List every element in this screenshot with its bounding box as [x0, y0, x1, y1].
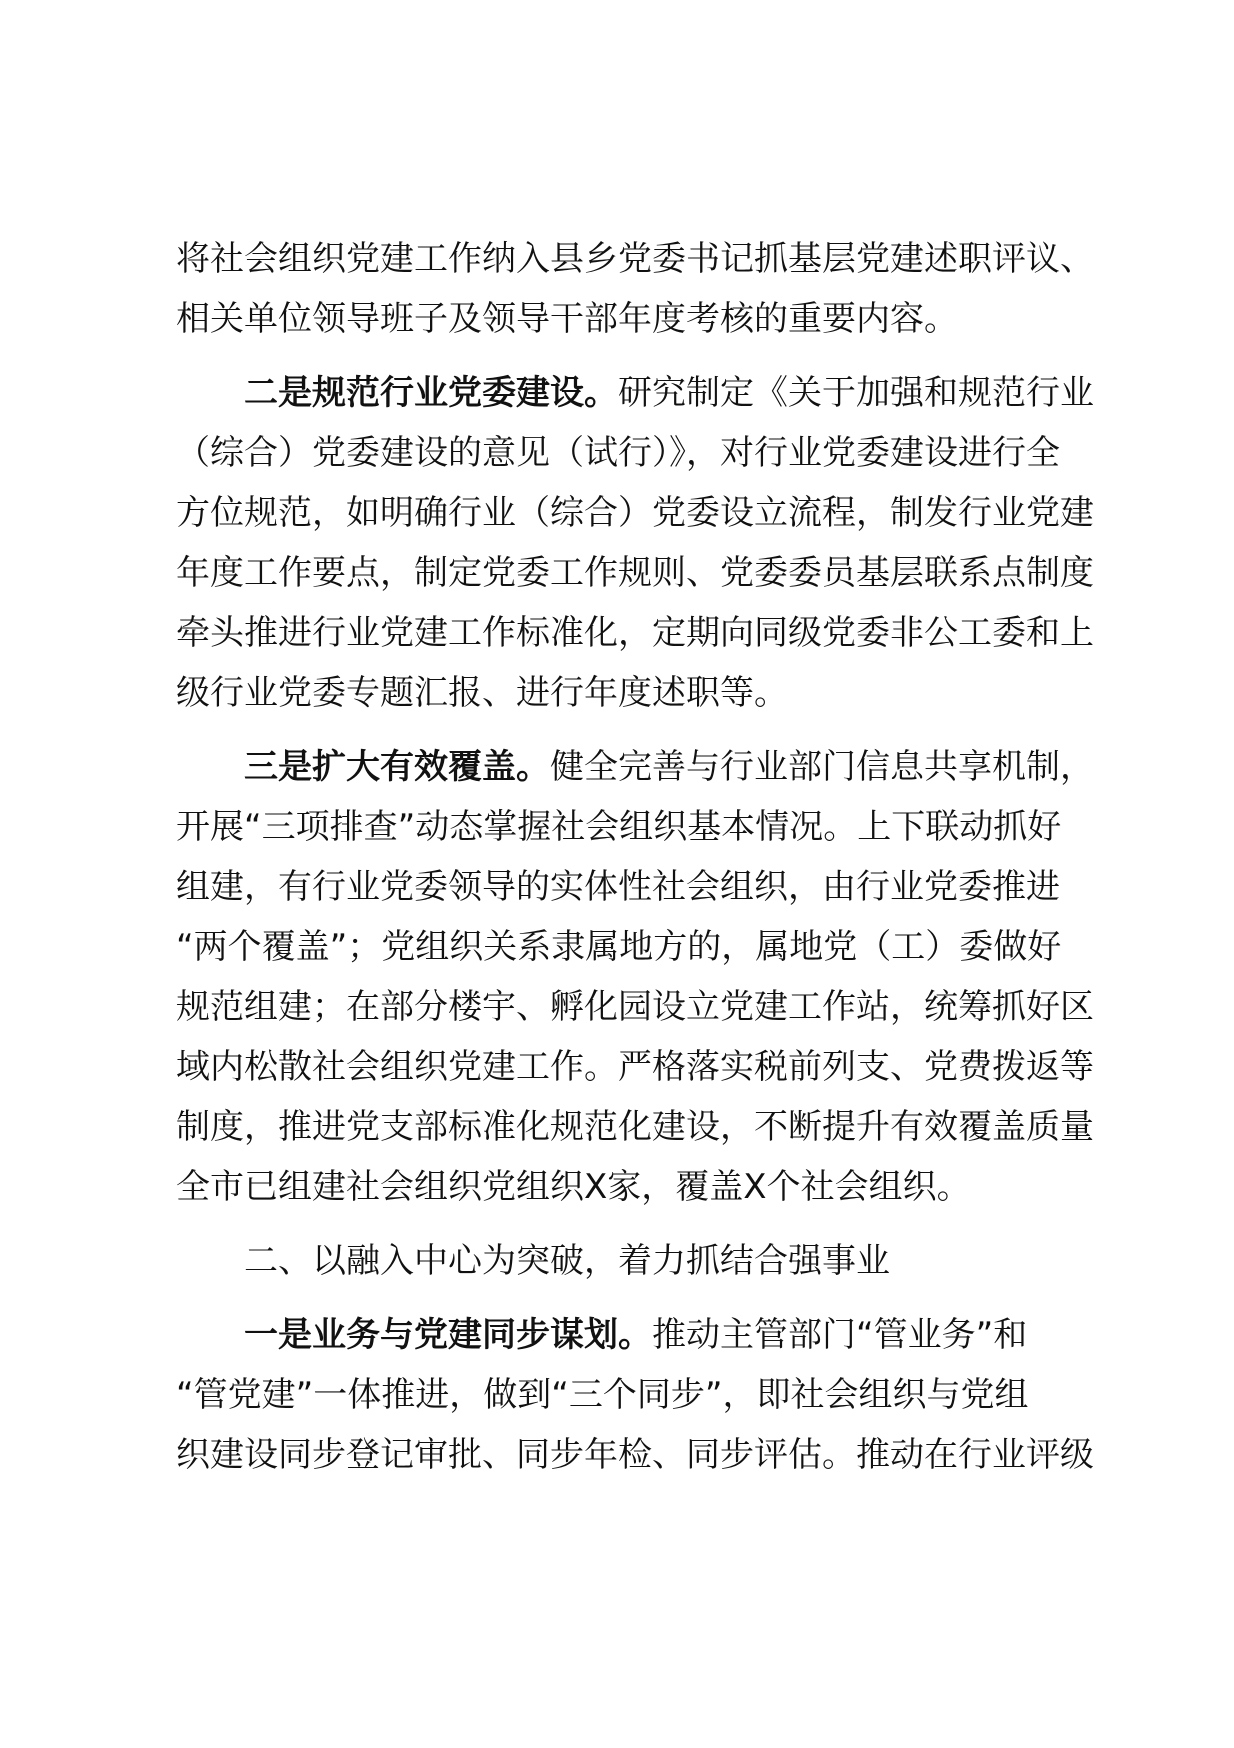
text-line [176, 363, 1094, 423]
section-heading [176, 1231, 1088, 1291]
text-line: 织建设同步登记审批、同步年检、同步评估。推动在行业评级 [176, 1435, 1094, 1475]
paragraph-1 [176, 229, 1094, 349]
text-line: 相关单位领导班子及领导干部年度考核的重要内容。 [176, 299, 958, 339]
text-line: 牵头推进行业党建工作标准化，定期向同级党委非公工委和上 [176, 613, 1094, 653]
text-line: 规范组建；在部分楼宇、孵化园设立党建工作站，统筹抓好区 [176, 987, 1094, 1027]
paragraph-text: 推动主管部门“管业务”和 [652, 1315, 1028, 1355]
text-line: 级行业党委专题汇报、进行年度述职等。 [176, 673, 788, 713]
text-line: 制度，推进党支部标准化规范化建设，不断提升有效覆盖质量 [176, 1107, 1094, 1147]
text-line: 年度工作要点，制定党委工作规则、党委委员基层联系点制度 [176, 553, 1094, 593]
text-line: 将社会组织党建工作纳入县乡党委书记抓基层党建述职评议、 [176, 239, 1094, 279]
paragraph-lead: 一是业务与党建同步谋划。 [244, 1315, 652, 1355]
text-line: （综合）党委建设的意见（试行）》，对行业党委建设进行全 [176, 433, 1060, 473]
section-heading-text: 二、以融入中心为突破，着力抓结合强事业 [244, 1241, 890, 1281]
paragraph-5 [176, 1305, 1094, 1485]
paragraph-lead: 二是规范行业党委建设。 [244, 373, 618, 413]
paragraph-text: 健全完善与行业部门信息共享机制， [550, 747, 1094, 787]
text-line: 域内松散社会组织党建工作。严格落实税前列支、党费拨返等 [176, 1047, 1094, 1087]
paragraph-2 [176, 363, 1094, 723]
text-line: 开展“三项排查”动态掌握社会组织基本情况。上下联动抓好 [176, 807, 1062, 847]
paragraph-text: 研究制定《关于加强和规范行业 [618, 373, 1094, 413]
text-line [176, 1305, 1088, 1365]
paragraph-lead: 三是扩大有效覆盖。 [244, 747, 550, 787]
document-body [176, 229, 1094, 1485]
text-line: 全市已组建社会组织党组织X家，覆盖X个社会组织。 [176, 1167, 971, 1207]
text-line: “两个覆盖”；党组织关系隶属地方的，属地党（工）委做好 [176, 927, 1062, 967]
text-line: 方位规范，如明确行业（综合）党委设立流程，制发行业党建 [176, 493, 1094, 533]
text-line [176, 737, 1094, 797]
text-line: “管党建”一体推进，做到“三个同步”，即社会组织与党组 [176, 1375, 1029, 1415]
paragraph-3 [176, 737, 1094, 1217]
text-line: 组建，有行业党委领导的实体性社会组织，由行业党委推进 [176, 867, 1060, 907]
